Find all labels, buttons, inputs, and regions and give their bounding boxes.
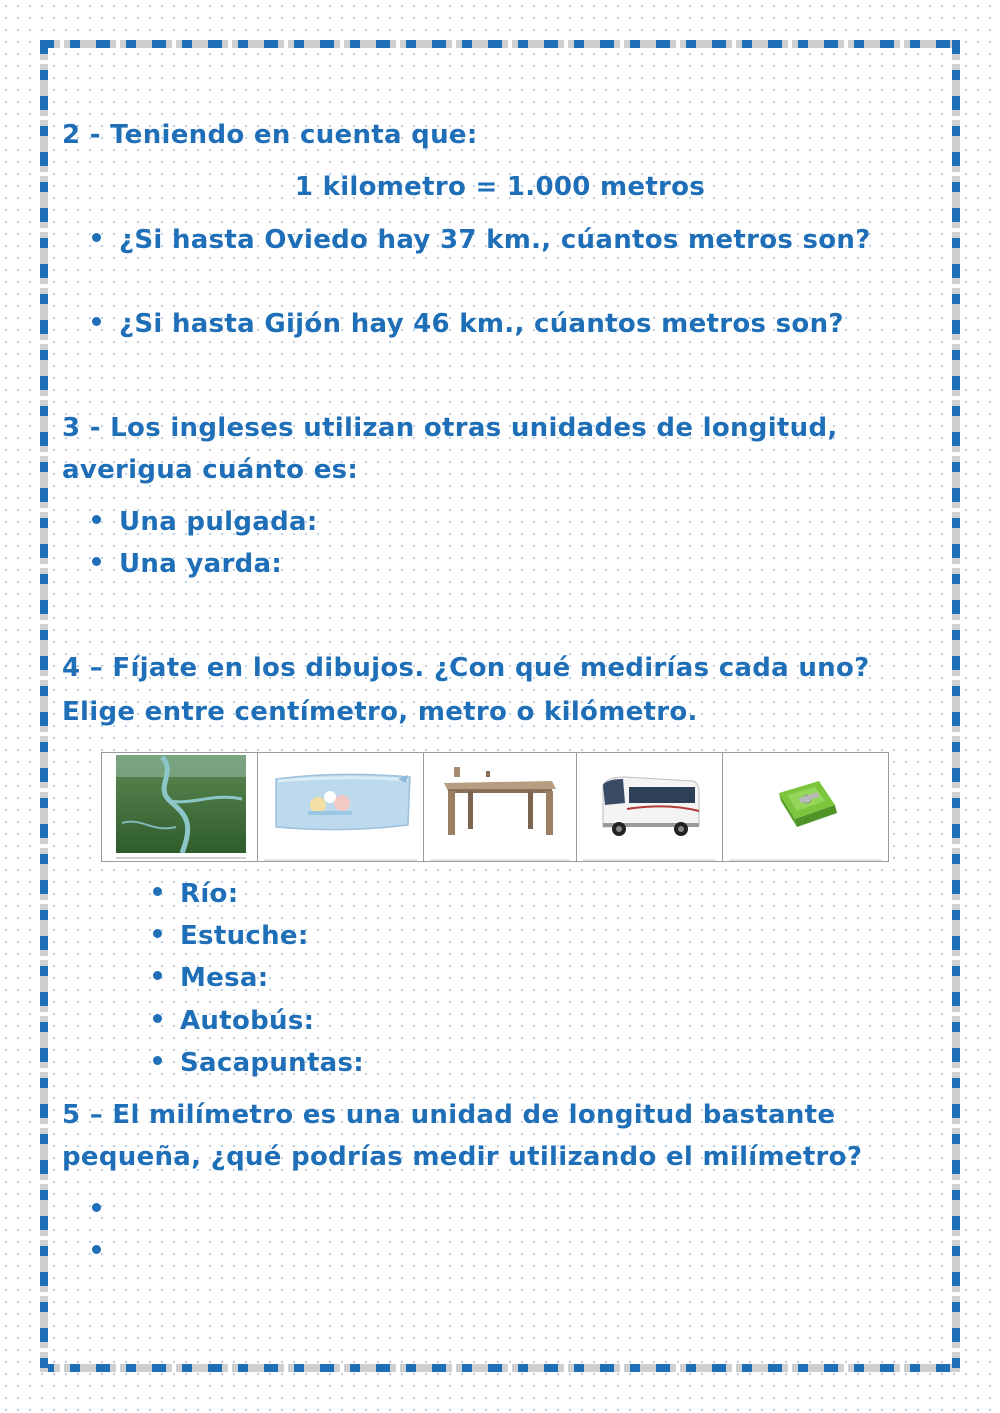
- bullet-dot: [153, 1014, 162, 1023]
- q3-line-1: 3 - Los ingleses utilizan otras unidades de longitud,: [62, 413, 838, 443]
- q2-formula: 1 kilometro = 1.000 metros: [294, 172, 706, 202]
- q2-bullet-2-text: ¿Si hasta Gijón hay 46 km., cúantos metros son?: [119, 309, 844, 339]
- bullet-dot: [92, 1245, 101, 1254]
- river-picture: [102, 753, 258, 861]
- q4-bullet-5-text: Sacapuntas:: [180, 1048, 365, 1078]
- q4-bullet-1: [153, 873, 238, 915]
- river-icon: [102, 753, 258, 861]
- bullet-dot: [92, 1203, 101, 1212]
- q4-bullet-3: [153, 957, 268, 999]
- q3-bullet-1: [92, 501, 318, 543]
- bullet-dot: [153, 887, 162, 896]
- answer-line: [729, 859, 882, 861]
- border-left: [40, 40, 48, 1372]
- table-picture: [424, 753, 576, 861]
- answer-line: [583, 859, 716, 861]
- q4-bullet-5: [153, 1042, 364, 1084]
- q3-line-2: averigua cuánto es:: [62, 455, 359, 485]
- bullet-dot: [92, 233, 101, 242]
- q5-bullet-2: [92, 1231, 119, 1273]
- pictures-strip: [101, 752, 889, 862]
- bullet-dot: [92, 515, 101, 524]
- bus-picture: [577, 753, 723, 861]
- border-right: [952, 40, 960, 1372]
- q2-bullet-2: [92, 303, 844, 345]
- q4-bullet-1-text: Río:: [180, 879, 239, 909]
- bullet-dot: [92, 557, 101, 566]
- q4-bullet-2-text: Estuche:: [180, 921, 309, 951]
- answer-line: [430, 859, 569, 861]
- q4-bullet-2: [153, 915, 309, 957]
- pencil-case-icon: [258, 753, 424, 861]
- border-bottom: [40, 1364, 960, 1372]
- table-icon: [424, 753, 576, 861]
- q2-bullet-1-text: ¿Si hasta Oviedo hay 37 km., cúantos metros son?: [119, 225, 871, 255]
- q5-line-2: pequeña, ¿qué podrías medir utilizando el milímetro?: [62, 1142, 863, 1172]
- bullet-dot: [153, 1056, 162, 1065]
- q4-bullet-4: [153, 1000, 314, 1042]
- q4-line-1: 4 – Fíjate en los dibujos. ¿Con qué medirías cada uno?: [62, 653, 870, 683]
- q5-line-1: 5 – El milímetro es una unidad de longitud bastante: [62, 1100, 836, 1130]
- sharpener-icon: [723, 753, 888, 861]
- bullet-dot: [92, 317, 101, 326]
- sharpener-picture: [723, 753, 888, 861]
- q2-bullet-1: [92, 219, 871, 261]
- q3-bullet-2-text: Una yarda:: [119, 549, 283, 579]
- answer-line: [264, 859, 417, 861]
- q4-bullet-4-text: Autobús:: [180, 1006, 315, 1036]
- q2-title: 2 - Teniendo en cuenta que:: [62, 120, 478, 150]
- q4-line-2: Elige entre centímetro, metro o kilómetro.: [62, 697, 698, 727]
- pencil-case-picture: [258, 753, 424, 861]
- q4-bullet-3-text: Mesa:: [180, 963, 269, 993]
- bullet-dot: [153, 929, 162, 938]
- border-top: [40, 40, 960, 48]
- q3-bullet-2: [92, 543, 282, 585]
- q5-bullet-1: [92, 1189, 119, 1231]
- bullet-dot: [153, 971, 162, 980]
- bus-icon: [577, 753, 723, 861]
- q3-bullet-1-text: Una pulgada:: [119, 507, 318, 537]
